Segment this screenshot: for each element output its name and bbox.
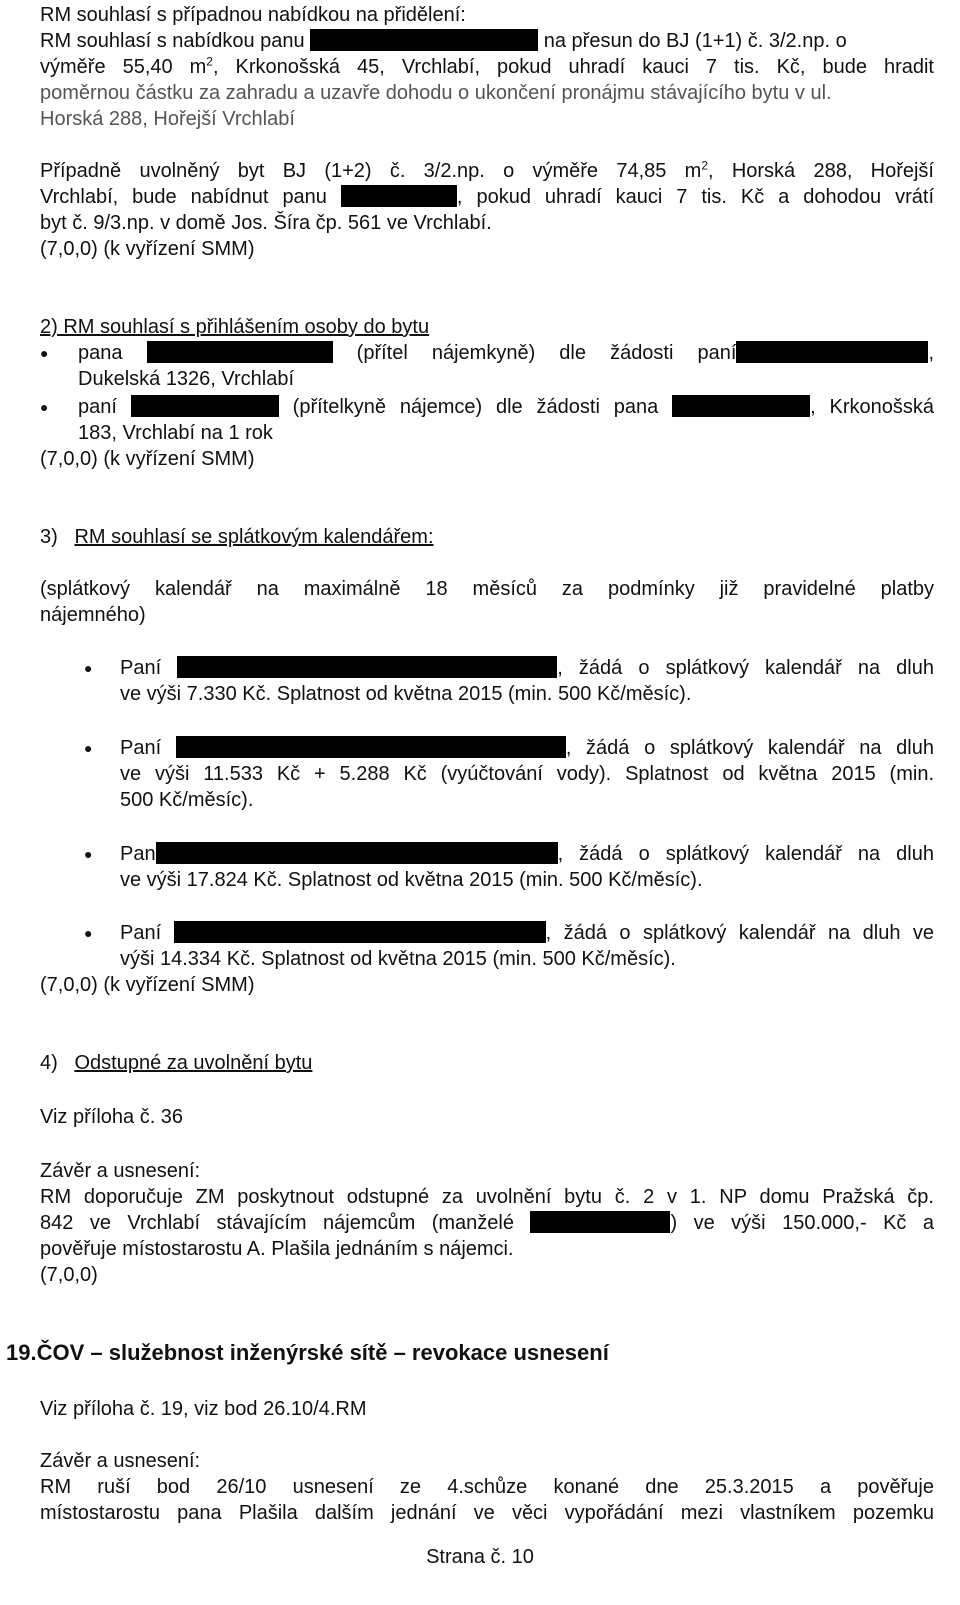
item3-intro: (splátkový kalendář na maximálně 18 měsíců za podmínky již pravidelné platby bbox=[40, 578, 934, 600]
redaction-box bbox=[174, 921, 546, 943]
redaction-box bbox=[131, 395, 279, 417]
item2-bullet2: paní (přítelkyně nájemce) dle žádosti pana , Krkonošská bbox=[78, 396, 935, 418]
item4-heading: 4) Odstupné za uvolnění bytu bbox=[40, 1052, 313, 1074]
item3-payment4-line2: výši 14.334 Kč. Splatnost od května 2015 (min. 500 Kč/měsíc). bbox=[120, 948, 676, 970]
bullet-icon: ● bbox=[84, 740, 93, 756]
item3-vote: (7,0,0) (k vyřízení SMM) bbox=[40, 974, 255, 996]
bullet-icon: ● bbox=[40, 345, 49, 361]
item3-payment4: Paní , žádá o splátkový kalendář na dluh ve bbox=[120, 922, 935, 944]
redaction-box bbox=[147, 341, 333, 363]
item4-resolution-line2: 842 ve Vrchlabí stávajícím nájemcům (manželé ) ve výši 150.000,- Kč a bbox=[40, 1212, 935, 1234]
item4-resolution-line3: pověřuje místostarostu A. Plašila jednáním s nájemci. bbox=[40, 1238, 514, 1260]
item3-payment3-line2: ve výši 17.824 Kč. Splatnost od května 2015 (min. 500 Kč/měsíc). bbox=[120, 869, 703, 891]
item3-payment2: Paní , žádá o splátkový kalendář na dluh bbox=[120, 737, 934, 759]
item2-bullet2-line2: 183, Vrchlabí na 1 rok bbox=[78, 422, 273, 444]
block1-line8: byt č. 9/3.np. v domě Jos. Šíra čp. 561 ve Vrchlabí. bbox=[40, 212, 492, 234]
item2-vote: (7,0,0) (k vyřízení SMM) bbox=[40, 448, 255, 470]
section19-ref: Viz příloha č. 19, viz bod 26.10/4.RM bbox=[40, 1398, 367, 1420]
redaction-box bbox=[310, 29, 538, 51]
block1-line1: RM souhlasí s případnou nabídkou na přidělení: bbox=[40, 4, 466, 26]
page-number: Strana č. 10 bbox=[426, 1546, 534, 1568]
item4-conclusion-label: Závěr a usnesení: bbox=[40, 1160, 201, 1182]
item3-payment3: Pan , žádá o splátkový kalendář na dluh bbox=[120, 843, 934, 865]
section-19-title: 19.ČOV – služebnost inženýrské sítě – revokace usnesení bbox=[6, 1340, 609, 1365]
section19-conclusion-label: Závěr a usnesení: bbox=[40, 1450, 201, 1472]
block1-line3: výměře 55,40 $m^2$, Krkonošská 45, Vrchlabí, pokud uhradí kauci 7 tis. Kč, bude hradit bbox=[40, 54, 934, 78]
item4-resolution-line1: RM doporučuje ZM poskytnout odstupné za uvolnění bytu č. 2 v 1. NP domu Pražská čp. bbox=[40, 1186, 934, 1208]
block1-line7: Vrchlabí, bude nabídnut panu , pokud uhradí kauci 7 tis. Kč a dohodou vrátí bbox=[40, 186, 935, 208]
item4-vote: (7,0,0) bbox=[40, 1264, 98, 1286]
redaction-box bbox=[176, 736, 566, 758]
item3-payment1-line2: ve výši 7.330 Kč. Splatnost od května 2015 (min. 500 Kč/měsíc). bbox=[120, 683, 692, 705]
bullet-icon: ● bbox=[84, 846, 93, 862]
item2-bullet1-line2: Dukelská 1326, Vrchlabí bbox=[78, 368, 295, 390]
block1-line5: Horská 288, Hořejší Vrchlabí bbox=[40, 108, 295, 130]
section19-resolution-line1: RM ruší bod 26/10 usnesení ze 4.schůze konané dne 25.3.2015 a pověřuje bbox=[40, 1476, 934, 1498]
redaction-box bbox=[156, 842, 558, 864]
item3-payment1: Paní , žádá o splátkový kalendář na dluh bbox=[120, 657, 934, 679]
block1-vote: (7,0,0) (k vyřízení SMM) bbox=[40, 238, 255, 260]
item2-heading: 2) RM souhlasí s přihlášením osoby do bytu bbox=[40, 316, 430, 338]
item3-heading: 3) RM souhlasí se splátkovým kalendářem: bbox=[40, 526, 434, 548]
block1-line6: Případně uvolněný byt BJ (1+2) č. 3/2.np. o výměře 74,85 $m^2$, Horská 288, Hořejší bbox=[40, 158, 934, 182]
bullet-icon: ● bbox=[40, 399, 49, 415]
redaction-box bbox=[672, 395, 810, 417]
bullet-icon: ● bbox=[84, 925, 93, 941]
item4-ref: Viz příloha č. 36 bbox=[40, 1106, 184, 1128]
section19-resolution-line2: místostarostu pana Plašila dalším jednání ve věci vypořádání mezi vlastníkem pozemku bbox=[40, 1502, 934, 1524]
item3-intro-line2: nájemného) bbox=[40, 604, 146, 626]
redaction-box bbox=[530, 1211, 670, 1233]
bullet-icon: ● bbox=[84, 660, 93, 676]
item3-payment2-line2: ve výši 11.533 Kč + 5.288 Kč (vyúčtování vody). Splatnost od května 2015 (min. bbox=[120, 763, 934, 785]
redaction-box bbox=[177, 656, 557, 678]
block1-line4: poměrnou částku za zahradu a uzavře dohodu o ukončení pronájmu stávajícího bytu v ul. bbox=[40, 82, 832, 104]
item3-payment2-line3: 500 Kč/měsíc). bbox=[120, 789, 254, 811]
redaction-box bbox=[341, 185, 457, 207]
redaction-box bbox=[736, 341, 928, 363]
block1-line2: RM souhlasí s nabídkou panu na přesun do BJ (1+1) č. 3/2.np. o bbox=[40, 30, 847, 52]
item2-bullet1: pana (přítel nájemkyně) dle žádosti paní , bbox=[78, 342, 934, 364]
